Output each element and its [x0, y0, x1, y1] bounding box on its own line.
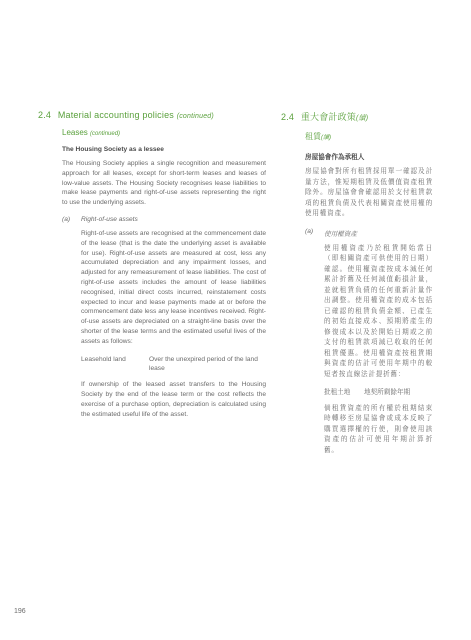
ownership-paragraph: If ownership of the leased asset transfers to the Housing Society by the end of the lease term or the cost reflects the exercise of a purchase option, depreciation is calculated using the estimated useful life of the asset. [81, 381, 266, 418]
subsection-title [62, 128, 266, 137]
item-a-mark: (a) [62, 215, 71, 223]
ownership-paragraph-zh: 倘租賃資產的所有權於租期結束時轉移至房屋協會或成本反映了購買選擇權的行使，則會使用該資產的估計可使用年期計算折舊。 [324, 404, 433, 454]
intro-paragraph-zh: 房屋協會對所有租賃採用單一確認及計量方法，惟短期租賃及低價值資產租賃除外。房屋協會會確認用於支付租賃款項的租賃負債及代表相關資產使用權的使用權資產。 [305, 168, 433, 217]
english-column [38, 110, 266, 419]
section-title-text: Material accounting policies [57, 110, 174, 120]
chinese-column [281, 110, 433, 456]
intro-paragraph: The Housing Society applies a single recognition and measurement approach for all leases, except for short-term leases and leases of low-value assets. The Housing Society recognises lease liabilities to make lease payments and right-of-use assets representing the right to use the underlying assets. [62, 160, 266, 207]
item-a-label: Right-of-use assets [81, 215, 138, 223]
rou-paragraph: Right-of-use assets are recognised at the commencement date of the lease (that is the date the underlying asset is available for use). Right-of-use assets are measured at cost, less any accumulated depreciation and any impairment losses, and adjusted for any remeasurement of lease liabilities. The cost of right-of-use assets includes the amount of lease liabilities recognised, initial direct costs incurred, reinstatement costs expected to incur and lease payments made at or before the commencement date less any lease incentives received. Right-of-use assets are depreciated on a straight-line basis over the shorter of the lease terms and the estimated useful lives of the assets as follows: [81, 229, 266, 345]
row-label-zh: 批租土地 [324, 389, 351, 396]
section-continued: (continued) [176, 113, 214, 120]
section-number: 2.4 [38, 110, 52, 120]
section-continued-zh: (續) [356, 115, 369, 122]
item-a-label-zh: 使用權資產 [324, 230, 357, 238]
row-label: Leasehold land [81, 355, 126, 363]
item-a-heading [62, 216, 266, 223]
depreciation-row-zh [324, 388, 433, 398]
rou-paragraph-zh: 使用權資產乃於租賃開始當日（即相關資產可供使用的日期）確認。使用權資產按成本減任何累計折舊及任何減值虧損計量，並就租賃負債的任何重新計量作出調整。使用權資產的成本包括已確認的租賃負債金額、已產生的初始直接成本、預期將產生的修復成本以及於開始日期或之前支付的租賃款項減已收取的任何租賃優惠。使用權資產按租賃期與資產的估計可使用年期中的較短者按直線法計提折舊： [324, 244, 433, 378]
subsection-continued-zh: (續) [321, 135, 331, 141]
subsection-title-text-zh: 租賃 [305, 132, 321, 141]
section-number-zh: 2.4 [281, 112, 295, 122]
subsection-title-zh [305, 131, 433, 142]
page-number: 196 [14, 608, 26, 615]
item-a-mark-zh: (a) [305, 227, 314, 235]
subsection-title-text: Leases [62, 128, 88, 137]
lessee-heading-zh: 房屋協會作為承租人 [305, 154, 365, 161]
row-value: Over the unexpired period of the land lease [149, 355, 258, 373]
section-title-text-zh: 重大會計政策 [300, 112, 357, 122]
subsection-continued: (continued) [90, 131, 121, 137]
depreciation-row [81, 355, 266, 375]
row-value-zh: 地契所剩餘年期 [364, 389, 411, 396]
section-title-zh [281, 110, 433, 123]
section-title [38, 110, 266, 120]
item-a-heading-zh [305, 228, 433, 238]
lessee-heading: The Housing Society as a lessee [62, 146, 164, 153]
